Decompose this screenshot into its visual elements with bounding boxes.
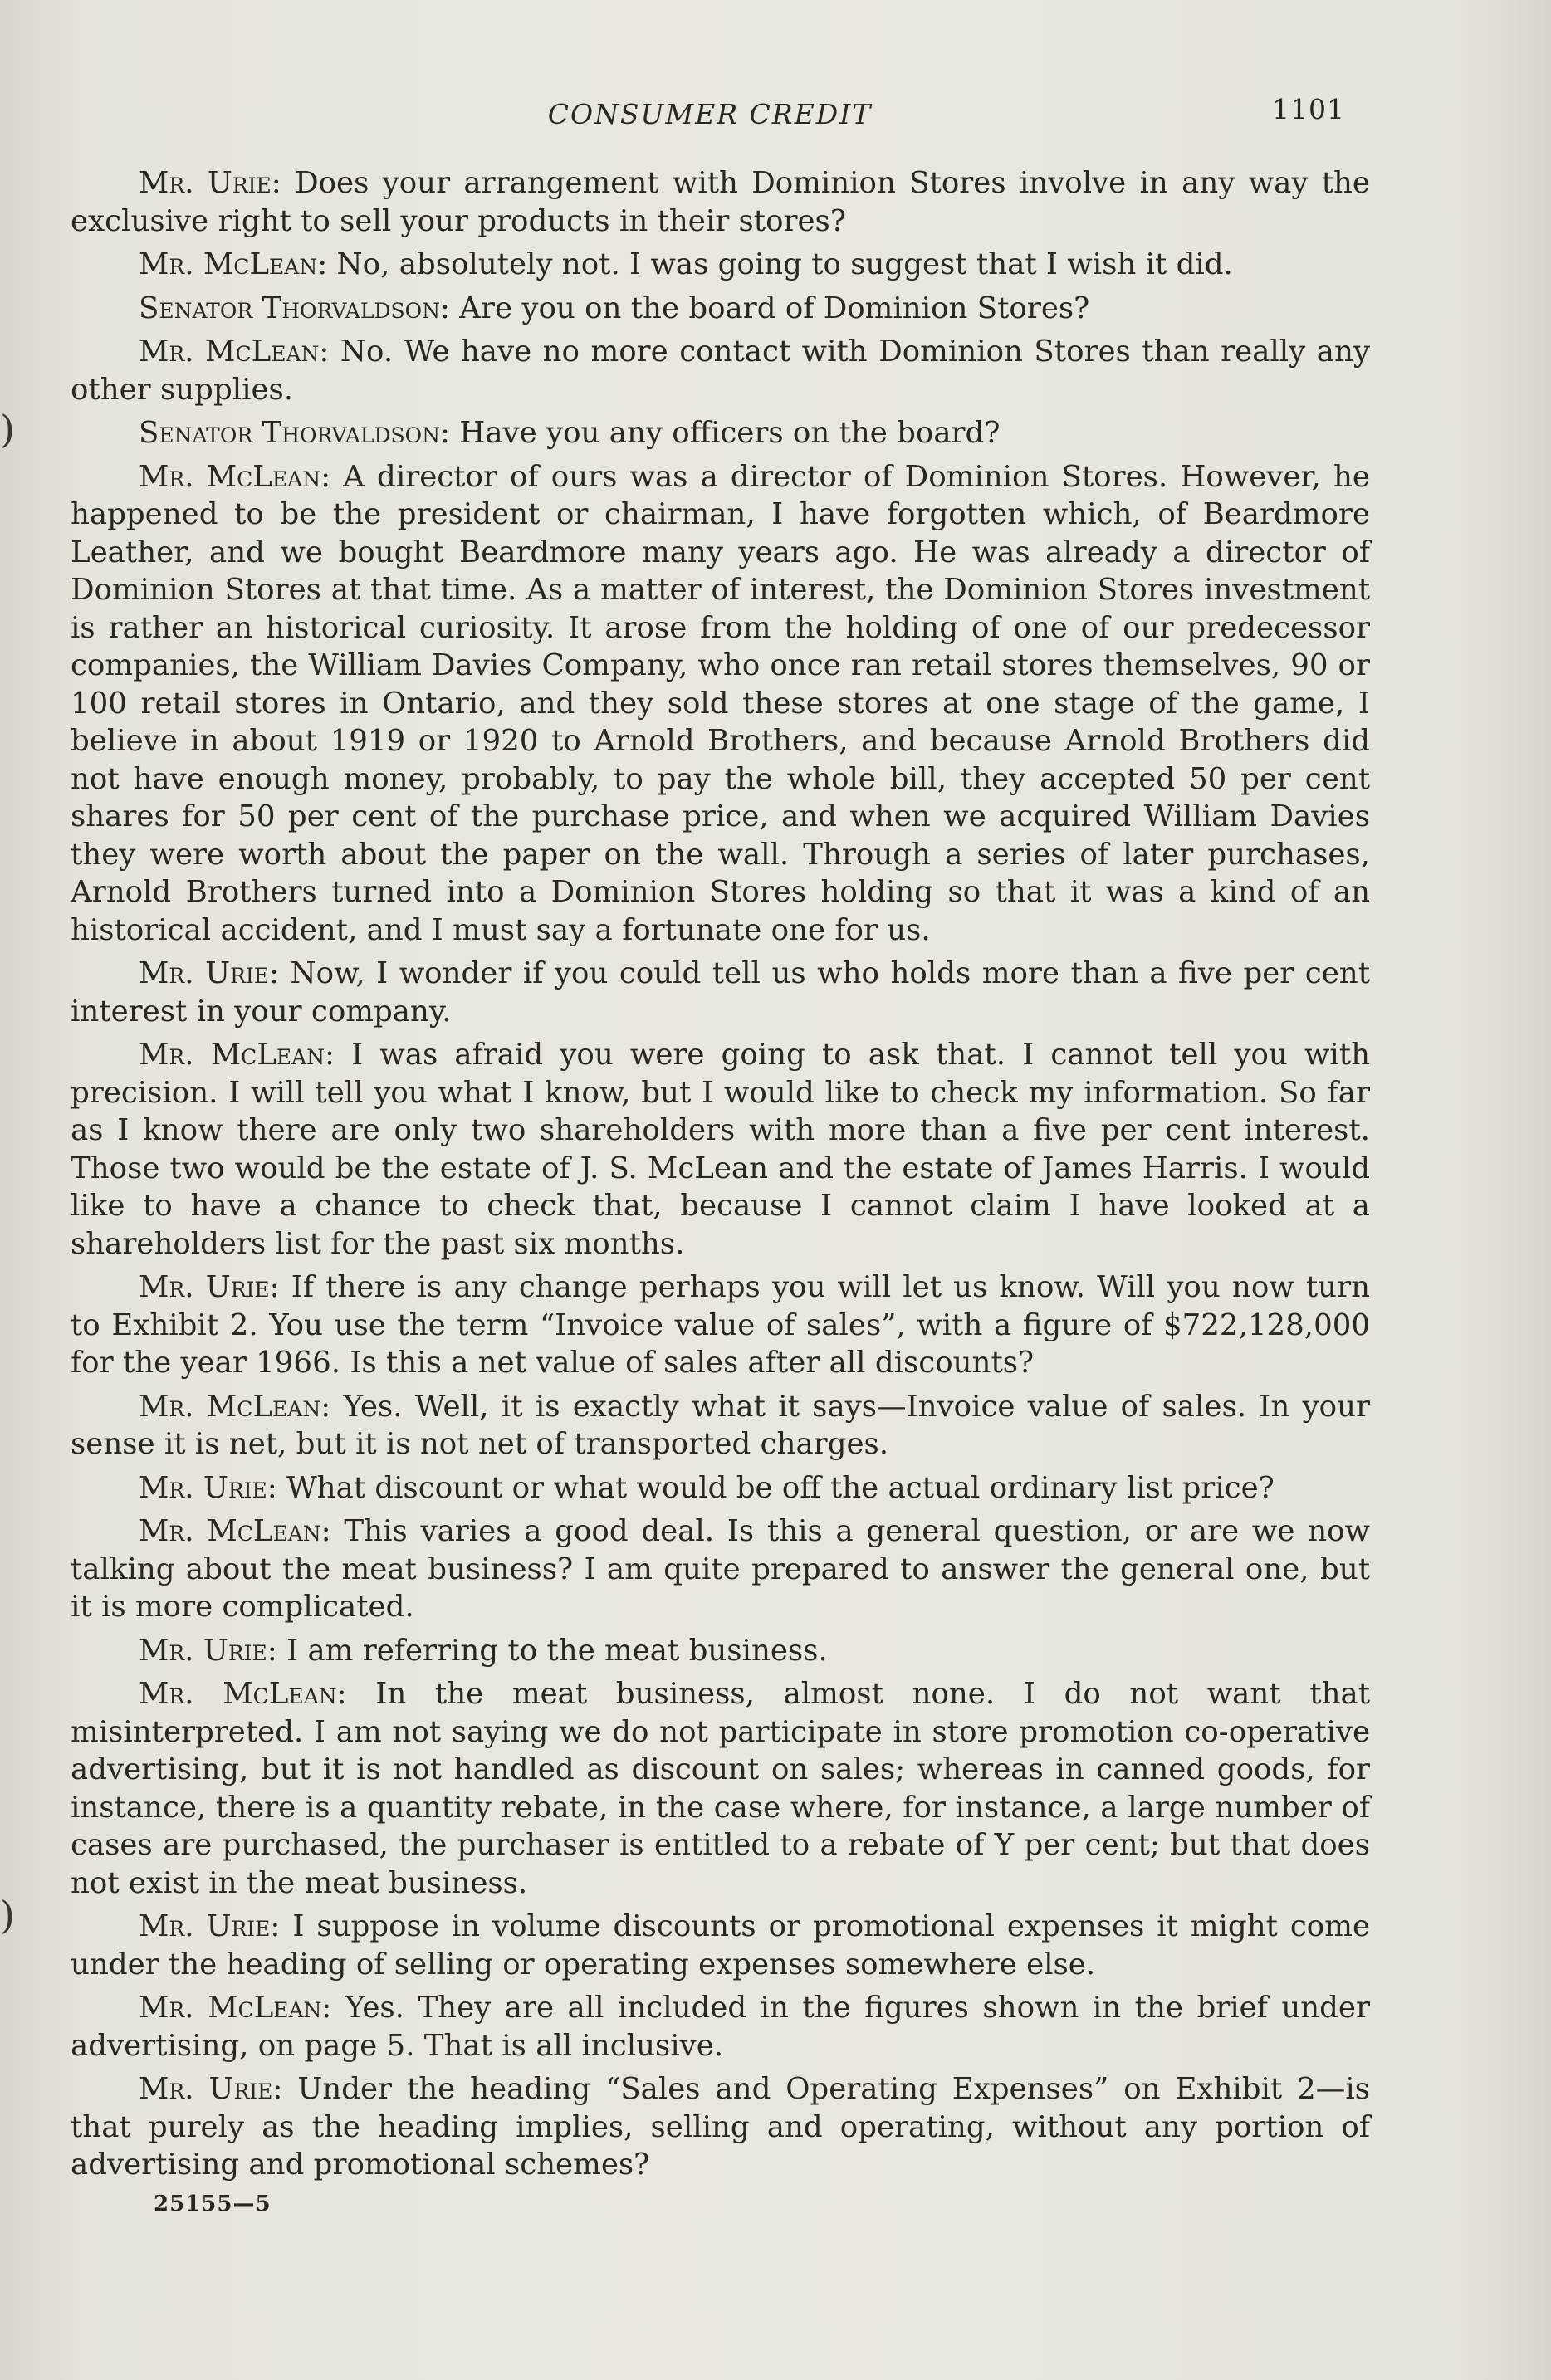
signature-code: 25155—5 bbox=[154, 2192, 272, 2216]
speech-text: Under the heading “Sales and Operating Expenses” on Exhibit 2—is that purely as the heading implies, selling and operating, without any portion of advertising and promotional schemes? bbox=[71, 2072, 1370, 2182]
transcript-paragraph bbox=[71, 458, 1370, 950]
page-number: 1101 bbox=[1272, 93, 1345, 125]
speaker-name: Mr. McLean: bbox=[139, 1677, 347, 1711]
transcript-paragraph bbox=[71, 290, 1370, 328]
transcript-paragraph bbox=[71, 414, 1370, 452]
speech-text: Yes. Well, it is exactly what it says—Invoice value of sales. In your sense it is net, but it is not net of transported charges. bbox=[71, 1389, 1370, 1461]
page-header bbox=[75, 93, 1345, 134]
speech-text: Have you any officers on the board? bbox=[450, 416, 1001, 450]
speech-text: What discount or what would be off the actual ordinary list price? bbox=[276, 1470, 1275, 1505]
running-title: CONSUMER CREDIT bbox=[547, 98, 873, 130]
speech-text: Now, I wonder if you could tell us who holds more than a five per cent interest in your company. bbox=[71, 956, 1371, 1029]
speaker-name: Mr. McLean: bbox=[139, 1038, 335, 1072]
speaker-name: Mr. McLean: bbox=[139, 1389, 331, 1424]
speech-text: A director of ours was a director of Dominion Stores. However, he happened to be the president or chairman, I have forgotten which, of Beardmore Leather, and we bought Beardmore many years ago. He was already a director of Dominion Stores at that time. As a matter of interest, the Dominion Stores investment is rather an historical curiosity. It arose from the holding of one of our predecessor companies, the William Davies Company, who once ran retail stores themselves, 90 or 100 retail stores in Ontario, and they sold these stores at one stage of the game, I believe in about 1919 or 1920 to Arnold Brothers, and because Arnold Brothers did not have enough money, probably, to pay the whole bill, they accepted 50 per cent shares for 50 per cent of the purchase price, and when we acquired William Davies they were worth about the paper on the wall. Through a series of later purchases, Arnold Brothers turned into a Dominion Stores holding so that it was a kind of an historical accident, and I must say a fortunate one for us. bbox=[71, 459, 1370, 947]
transcript-paragraph bbox=[71, 1513, 1370, 1626]
speech-text: I was afraid you were going to ask that. I cannot tell you with precision. I will tell you what I know, but I would like to check my information. So far as I know there are only two shareholders with more than a five per cent interest. Those two would be the estate of J. S. McLean and the estate of James Harris. I would like to have a chance to check that, because I cannot claim I have looked at a shareholders list for the past six months. bbox=[71, 1038, 1370, 1261]
speech-text: I suppose in volume discounts or promotional expenses it might come under the heading of selling or operating expenses somewhere else. bbox=[71, 1909, 1370, 1982]
speaker-name: Mr. McLean: bbox=[139, 459, 331, 494]
transcript-paragraph bbox=[71, 1388, 1370, 1464]
transcript-paragraph bbox=[71, 1632, 1370, 1670]
speaker-name: Mr. Urie: bbox=[139, 2072, 283, 2106]
transcript-paragraph bbox=[71, 246, 1370, 284]
transcript-paragraph bbox=[71, 1268, 1370, 1382]
transcript-paragraph bbox=[71, 164, 1370, 240]
speech-text: This varies a good deal. Is this a general question, or are we now talking about the meat business? I am quite prepared to answer the general one, but it is more complicated. bbox=[71, 1514, 1370, 1624]
transcript-paragraph bbox=[71, 1989, 1370, 2065]
speaker-name: Mr. McLean: bbox=[139, 1991, 332, 2025]
speaker-name: Mr. McLean: bbox=[139, 1514, 331, 1548]
speech-text: I am referring to the meat business. bbox=[276, 1633, 828, 1668]
speech-text: No, absolutely not. I was going to suggest that I wish it did. bbox=[327, 247, 1233, 281]
speaker-name: Mr. McLean: bbox=[139, 335, 330, 369]
speech-text: No. We have no more contact with Dominion Stores than really any other supplies. bbox=[71, 335, 1370, 407]
speaker-name: Mr. Urie: bbox=[139, 956, 280, 990]
transcript-paragraph bbox=[71, 1675, 1370, 1902]
speaker-name: Mr. Urie: bbox=[139, 166, 281, 200]
speaker-name: Mr. Urie: bbox=[139, 1909, 281, 1943]
speaker-name: Mr. McLean: bbox=[139, 247, 328, 281]
speech-text: Are you on the board of Dominion Stores? bbox=[450, 291, 1090, 325]
transcript-paragraph bbox=[71, 1469, 1370, 1508]
speech-text: Yes. They are all included in the figures shown in the brief under advertising, on page 5. That is all inclusive. bbox=[71, 1991, 1370, 2063]
transcript-paragraph bbox=[71, 2070, 1370, 2184]
speech-text: In the meat business, almost none. I do not want that misinterpreted. I am not saying we do not participate in store promotion co-operative advertising, but it is not handled as discount on sales; whereas in canned goods, for instance, there is a quantity rebate, in the case where, for instance, a large number of cases are purchased, the purchaser is entitled to a rebate of Y per cent; but that does not exist in the meat business. bbox=[71, 1677, 1370, 1900]
transcript-paragraph bbox=[71, 1908, 1370, 1983]
margin-bracket-mark: ) bbox=[0, 1893, 15, 1938]
speaker-name: Senator Thorvaldson: bbox=[139, 416, 450, 450]
speaker-name: Mr. Urie: bbox=[139, 1470, 277, 1505]
speaker-name: Senator Thorvaldson: bbox=[139, 291, 450, 325]
speaker-name: Mr. Urie: bbox=[139, 1633, 277, 1668]
speech-text: If there is any change perhaps you will let us know. Will you now turn to Exhibit 2. You use the term “Invoice value of sales”, with a figure of $722,128,000 for the year 1966. Is this a net value of sales after all discounts? bbox=[71, 1270, 1370, 1380]
transcript-paragraph bbox=[71, 1036, 1370, 1263]
speaker-name: Mr. Urie: bbox=[139, 1270, 280, 1304]
transcript-body bbox=[71, 164, 1370, 2190]
transcript-paragraph bbox=[71, 333, 1370, 408]
transcript-paragraph bbox=[71, 955, 1370, 1030]
margin-bracket-mark: ) bbox=[0, 407, 15, 452]
speech-text: Does your arrangement with Dominion Stores involve in any way the exclusive right to sell your products in their stores? bbox=[71, 166, 1370, 238]
